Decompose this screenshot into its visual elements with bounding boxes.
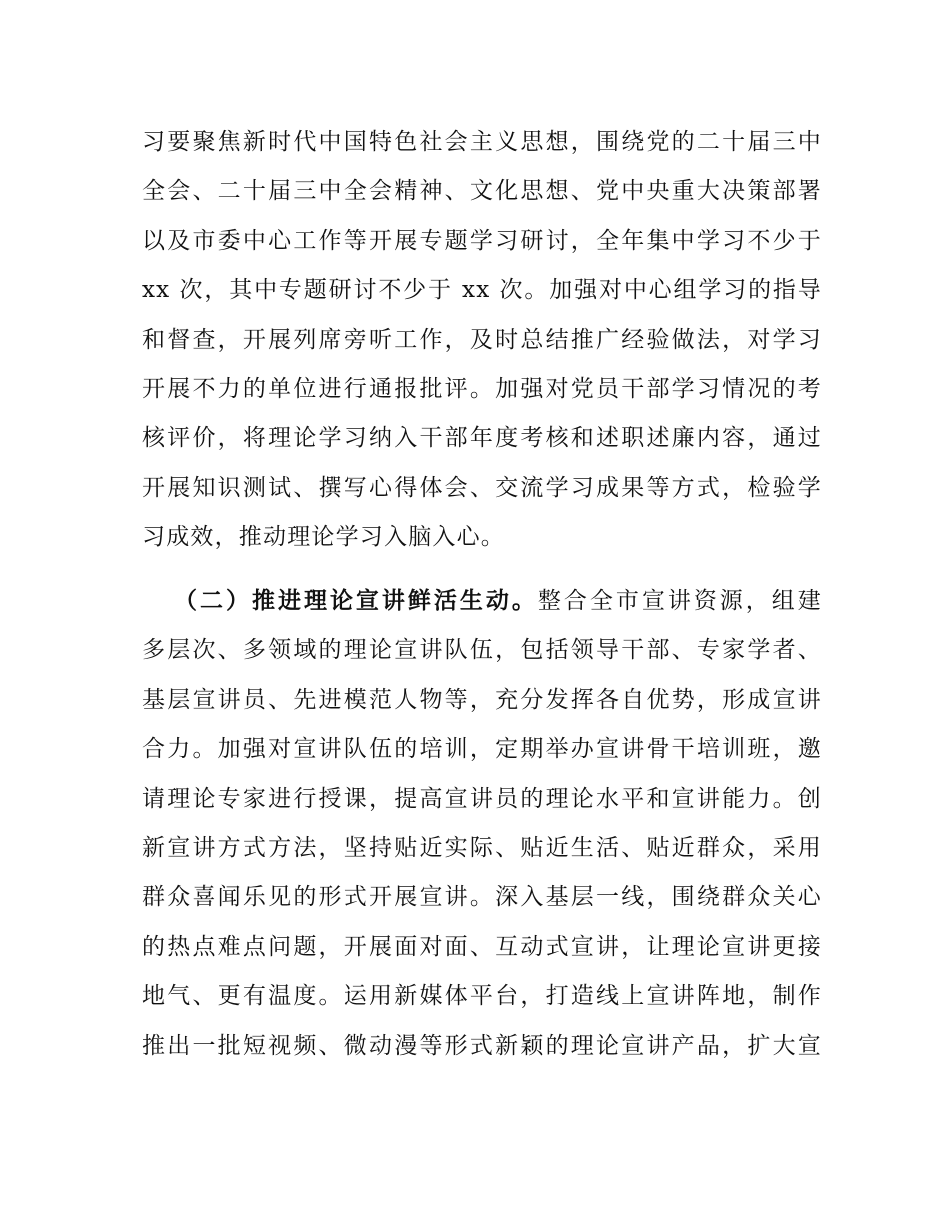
text-line: 习要聚焦新时代中国特色社会主义思想，围绕党的二十届三中 <box>142 129 822 155</box>
paragraph-study-focus <box>142 118 822 563</box>
text-line: 多层次、多领域的理论宣讲队伍，包括领导干部、专家学者、 <box>142 637 822 664</box>
text-line: 以及市委中心工作等开展专题学习研讨，全年集中学习不少于 <box>142 227 822 254</box>
section-heading: （二）推进理论宣讲鲜活生动。 <box>174 588 538 614</box>
heading-line-rest: 整合全市宣讲资源，组建 <box>537 588 822 614</box>
text-line: 请理论专家进行授课，提高宣讲员的理论水平和宣讲能力。创 <box>142 785 822 812</box>
text-line: 和督查，开展列席旁听工作，及时总结推广经验做法，对学习 <box>142 326 822 353</box>
text-line: 开展不力的单位进行通报批评。加强对党员干部学习情况的考 <box>142 375 822 402</box>
paragraph-theory-lecture <box>142 577 822 1071</box>
text-line: 习成效，推动理论学习入脑入心。 <box>142 524 505 551</box>
text-line: 开展知识测试、撰写心得体会、交流学习成果等方式，检验学 <box>142 474 822 501</box>
text-line: 推出一批短视频、微动漫等形式新颖的理论宣讲产品，扩大宣 <box>142 1032 822 1059</box>
text-line: 基层宣讲员、先进模范人物等，充分发挥各自优势，形成宣讲 <box>142 686 822 713</box>
text-line: 群众喜闻乐见的形式开展宣讲。深入基层一线，围绕群众关心 <box>142 884 822 911</box>
text-line: xx 次，其中专题研讨不少于 xx 次。加强对中心组学习的指导 <box>142 277 822 304</box>
text-line: 合力。加强对宣讲队伍的培训，定期举办宣讲骨干培训班，邀 <box>142 736 822 763</box>
text-line: 全会、二十届三中全会精神、文化思想、党中央重大决策部署 <box>142 178 822 205</box>
text-line: 地气、更有温度。运用新媒体平台，打造线上宣讲阵地，制作 <box>142 983 822 1010</box>
text-line: 的热点难点问题，开展面对面、互动式宣讲，让理论宣讲更接 <box>142 933 822 960</box>
text-line: 新宣讲方式方法，坚持贴近实际、贴近生活、贴近群众，采用 <box>142 834 822 861</box>
text-line: 核评价，将理论学习纳入干部年度考核和述职述廉内容，通过 <box>142 425 822 452</box>
paragraph-first-line <box>142 577 822 626</box>
